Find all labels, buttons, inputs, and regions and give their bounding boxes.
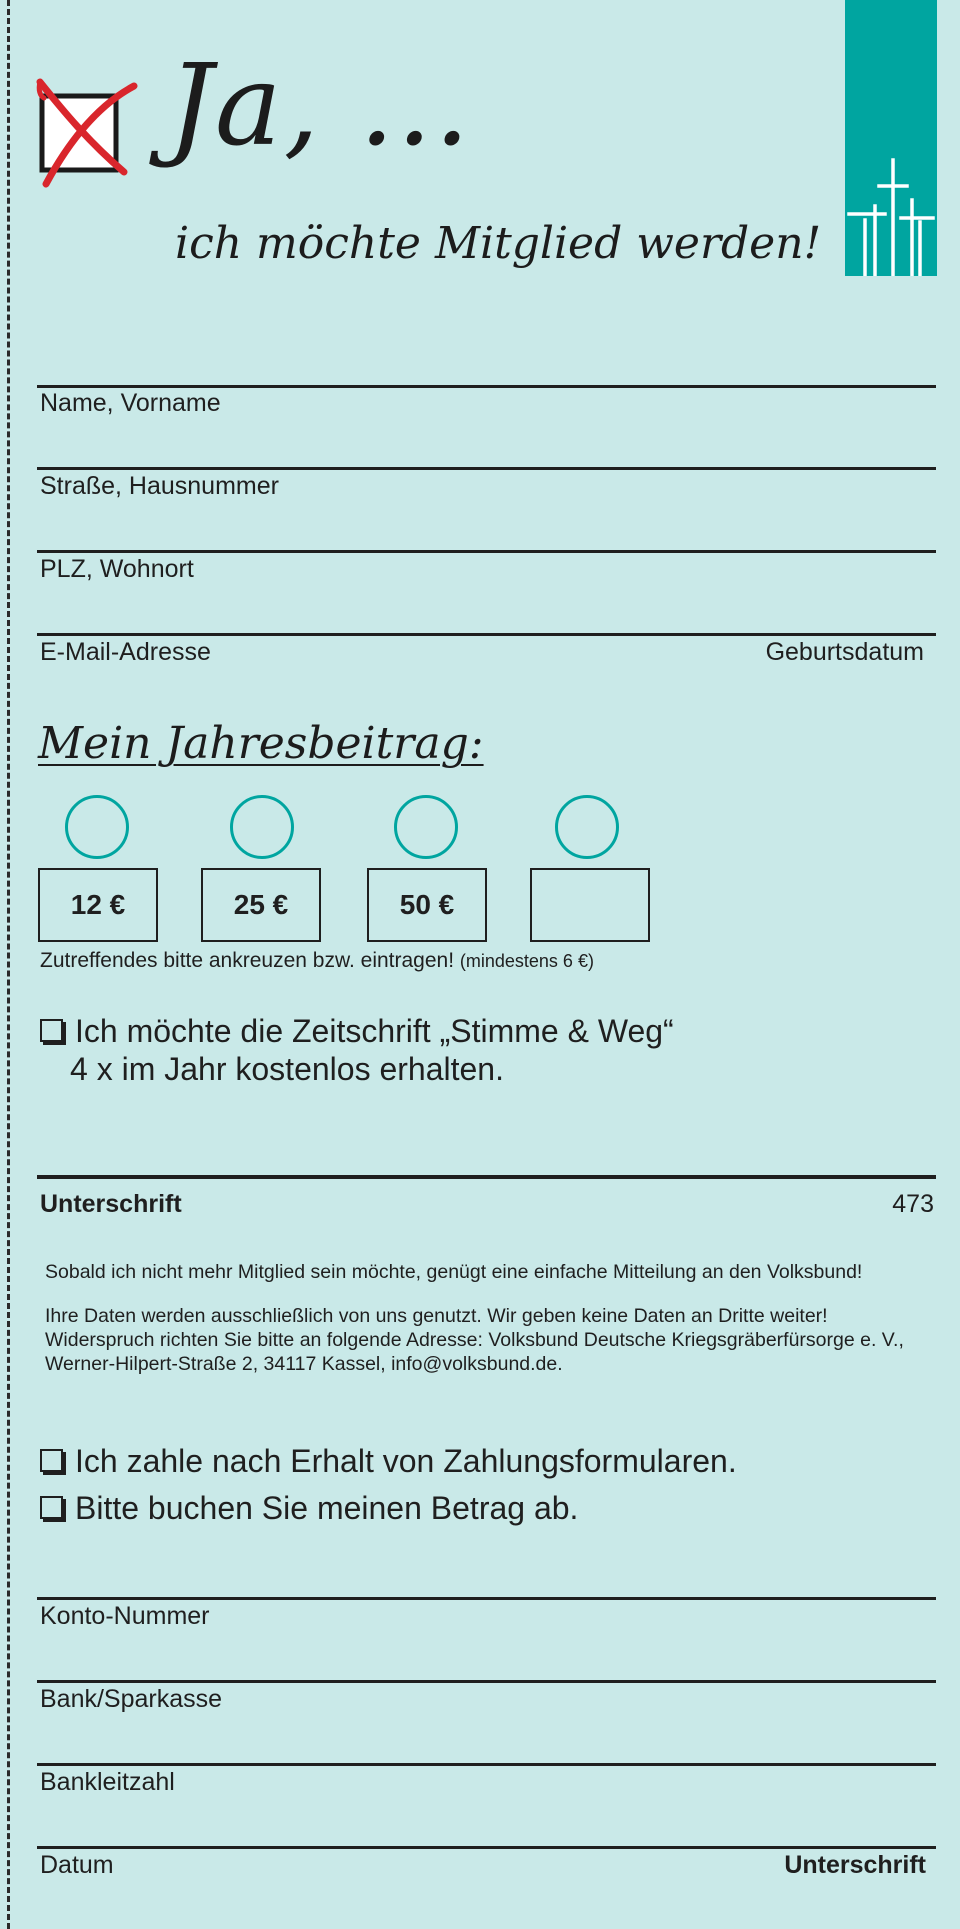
payment-debit-checkbox[interactable] <box>40 1496 63 1519</box>
amount-25-box: 25 € <box>201 868 321 942</box>
city-line[interactable] <box>37 550 936 553</box>
contribution-heading: Mein Jahresbeitrag: <box>38 718 484 769</box>
sort-code-label: Bankleitzahl <box>40 1768 175 1796</box>
magazine-line-1: Ich möchte die Zeitschrift „Stimme & Weg“ <box>75 1013 674 1049</box>
date-label: Datum <box>40 1851 114 1879</box>
amount-50-radio[interactable] <box>394 795 458 859</box>
contribution-hint <box>40 950 594 971</box>
privacy-notice-1: Ihre Daten werden ausschließlich von uns genutzt. Wir geben keine Daten an Dritte weiter! <box>45 1305 828 1327</box>
headline-subtitle: ich möchte Mitglied werden! <box>175 218 822 269</box>
privacy-notice-3: Werner-Hilpert-Straße 2, 34117 Kassel, info@volksbund.de. <box>45 1353 563 1375</box>
payment-invoice-checkbox[interactable] <box>40 1449 63 1472</box>
magazine-checkbox[interactable] <box>40 1019 63 1042</box>
hint-text: Zutreffendes bitte ankreuzen bzw. eintragen! <box>40 949 455 972</box>
headline-ja: Ja, ... <box>168 41 472 171</box>
sort-code-line[interactable] <box>37 1763 936 1766</box>
volksbund-logo <box>845 0 937 276</box>
city-label: PLZ, Wohnort <box>40 555 194 583</box>
amount-custom-radio[interactable] <box>555 795 619 859</box>
street-label: Straße, Hausnummer <box>40 472 279 500</box>
hint-minimum: (mindestens 6 €) <box>459 951 594 971</box>
signature-label: Unterschrift <box>40 1190 182 1218</box>
bank-line[interactable] <box>37 1680 936 1683</box>
name-line[interactable] <box>37 385 936 388</box>
amount-custom-field[interactable] <box>530 868 650 942</box>
birthdate-label: Geburtsdatum <box>765 638 924 666</box>
payment-debit-option[interactable] <box>40 1489 578 1527</box>
date-signature-line[interactable] <box>37 1846 936 1849</box>
amount-50-box: 50 € <box>367 868 487 942</box>
amount-12-box: 12 € <box>38 868 158 942</box>
crosses-icon <box>845 0 937 276</box>
bank-label: Bank/Sparkasse <box>40 1685 223 1713</box>
email-line[interactable] <box>37 633 936 636</box>
name-label: Name, Vorname <box>40 389 221 417</box>
signature-line[interactable] <box>37 1175 936 1179</box>
payment-invoice-label: Ich zahle nach Erhalt von Zahlungsformularen. <box>75 1443 737 1479</box>
account-line[interactable] <box>37 1597 936 1600</box>
cancel-notice: Sobald ich nicht mehr Mitglied sein möchte, genügt eine einfache Mitteilung an den Volksbund! <box>45 1261 863 1283</box>
form-code: 473 <box>892 1190 934 1218</box>
final-signature-label: Unterschrift <box>784 1851 926 1879</box>
magazine-option[interactable] <box>40 1012 674 1050</box>
payment-invoice-option[interactable] <box>40 1442 737 1480</box>
perforation-line <box>7 0 10 1929</box>
magazine-line-2: 4 x im Jahr kostenlos erhalten. <box>70 1051 504 1087</box>
checked-box-icon <box>34 72 144 192</box>
amount-12-radio[interactable] <box>65 795 129 859</box>
payment-debit-label: Bitte buchen Sie meinen Betrag ab. <box>75 1490 579 1526</box>
amount-25-radio[interactable] <box>230 795 294 859</box>
account-label: Konto-Nummer <box>40 1602 210 1630</box>
privacy-notice-2: Widerspruch richten Sie bitte an folgende Adresse: Volksbund Deutsche Kriegsgräberfürsorge e. V., <box>45 1329 904 1351</box>
email-label: E-Mail-Adresse <box>40 638 211 666</box>
street-line[interactable] <box>37 467 936 470</box>
